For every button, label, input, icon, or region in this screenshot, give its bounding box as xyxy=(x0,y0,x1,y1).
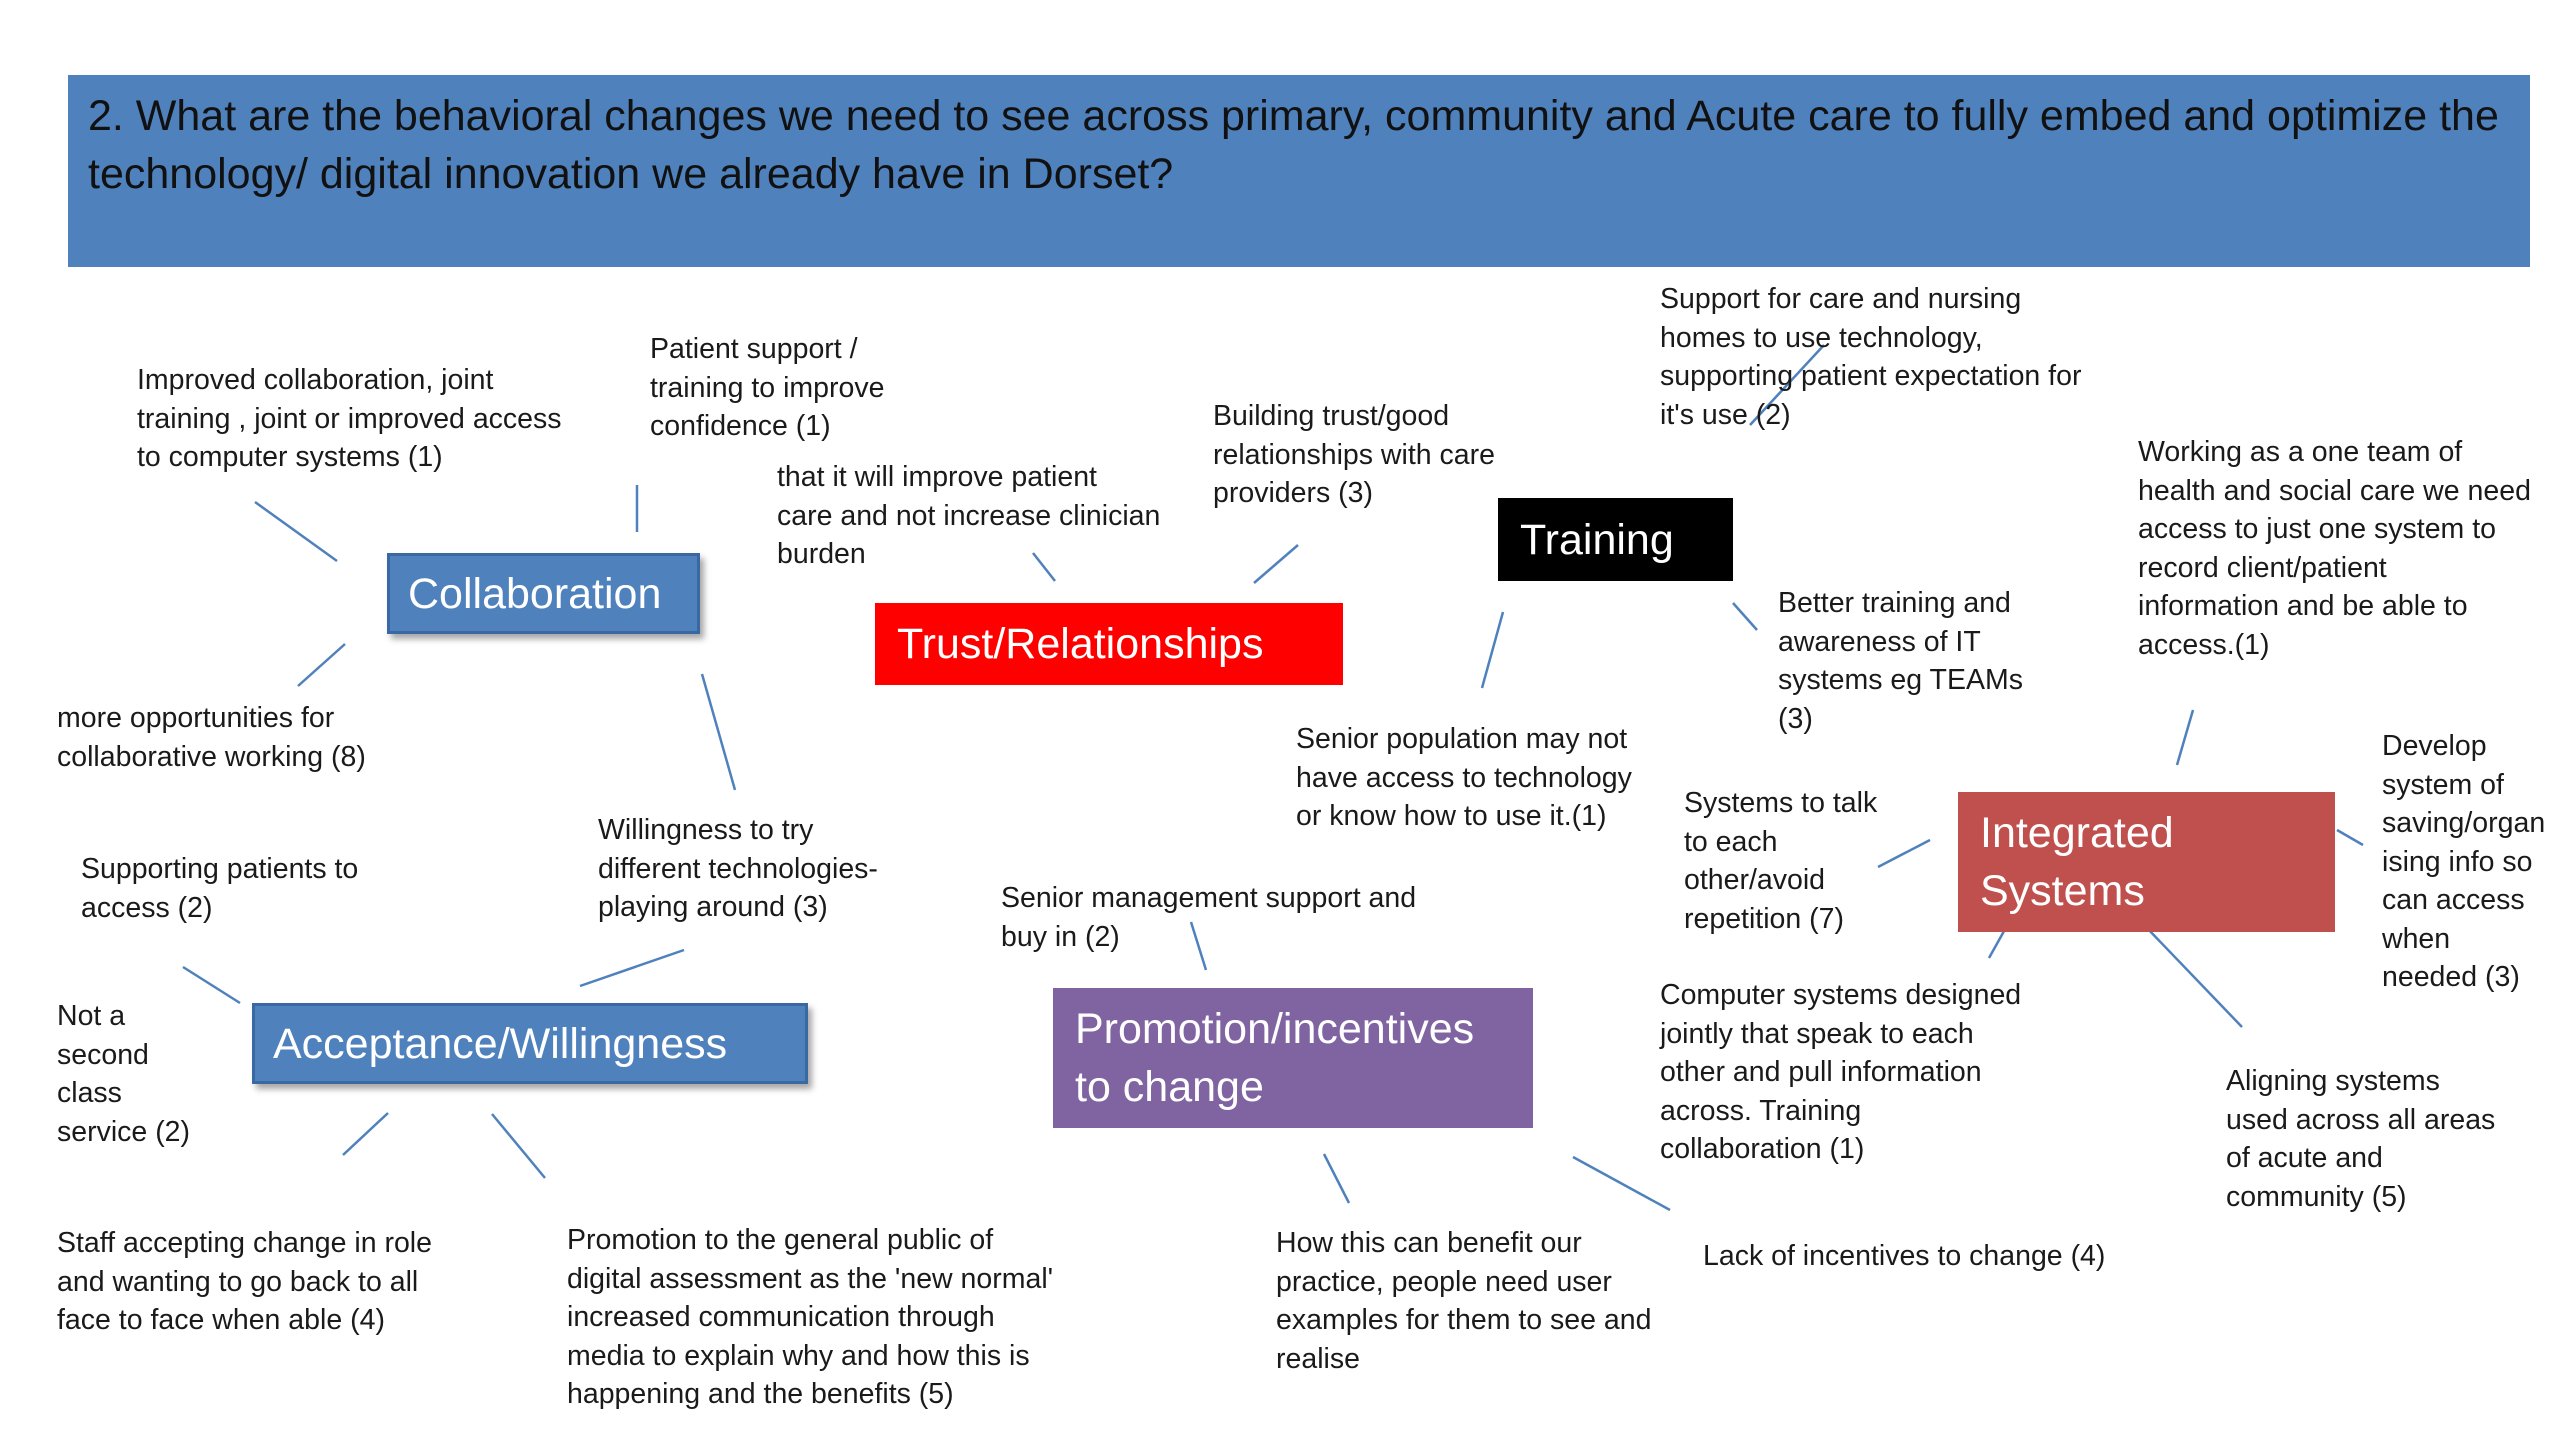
connector-line xyxy=(1482,612,1503,688)
acceptance-willingness-node xyxy=(252,1003,808,1084)
connector-line xyxy=(702,674,735,790)
connector-line xyxy=(255,502,337,561)
note-supporting-patients: Supporting patients to access (2) xyxy=(81,853,359,924)
note-improved-collaboration: Improved collaboration, joint training , joint or improved access to computer systems (1) xyxy=(137,364,562,473)
training-label: Training xyxy=(1520,515,1674,564)
note-senior-management: Senior management support and buy in (2) xyxy=(1001,882,1417,953)
connector-line xyxy=(2337,830,2363,845)
connector-line xyxy=(1573,1157,1670,1210)
note-building-trust: Building trust/good relationships with care providers (3) xyxy=(1213,400,1495,509)
trust-relationships-node xyxy=(875,603,1343,685)
note-willingness-try: Willingness to try different technologies- playing around (3) xyxy=(598,814,878,923)
note-support-care-homes: Support for care and nursing homes to use technology, supporting patient expectation for it's use (2) xyxy=(1660,283,2082,431)
integrated-systems-node xyxy=(1958,792,2335,932)
collaboration-node xyxy=(387,553,700,634)
connector-line xyxy=(2147,928,2242,1027)
connector-line xyxy=(298,644,345,686)
connector-line xyxy=(1324,1154,1349,1203)
collaboration-label: Collaboration xyxy=(408,569,662,618)
note-systems-talk: Systems to talk to each other/avoid repetition (7) xyxy=(1684,787,1878,935)
note-one-team: Working as a one team of health and social care we need access to just one system to record client/patient information and be able to access.(1) xyxy=(2138,436,2531,661)
acceptance-willingness-label: Acceptance/Willingness xyxy=(273,1019,728,1068)
note-patient-support: Patient support / training to improve confidence (1) xyxy=(650,333,885,442)
note-computer-systems: Computer systems designed jointly that speak to each other and pull information across. Training collaboration (1) xyxy=(1660,979,2022,1165)
note-how-benefit: How this can benefit our practice, people need user examples for them to see and realise xyxy=(1276,1227,1652,1375)
note-more-opportunities: more opportunities for collaborative working (8) xyxy=(57,702,366,773)
connector-line xyxy=(492,1114,545,1178)
promotion-incentives-node xyxy=(1053,988,1533,1128)
note-develop-system: Develop system of saving/organ ising info so can access when needed (3) xyxy=(2382,730,2546,993)
note-better-training: Better training and awareness of IT systems eg TEAMs (3) xyxy=(1778,587,2023,735)
connector-line xyxy=(343,1113,388,1155)
note-staff-accepting: Staff accepting change in role and wanting to go back to all face to face when able (4) xyxy=(57,1227,432,1336)
note-improve-patient-care: that it will improve patient care and not increase clinician burden xyxy=(777,461,1161,570)
integrated-systems-label: Integrated Systems xyxy=(1980,809,2174,915)
connector-line xyxy=(1733,603,1757,630)
note-aligning-systems: Aligning systems used across all areas of acute and community (5) xyxy=(2226,1065,2496,1213)
promotion-incentives-label: Promotion/incentives to change xyxy=(1075,1005,1475,1111)
note-lack-incentives: Lack of incentives to change (4) xyxy=(1703,1240,2106,1272)
connector-line xyxy=(580,950,684,986)
note-promotion-public: Promotion to the general public of digital assessment as the 'new normal' increased communication through media to explain why and how this is happening and the benefits (5) xyxy=(567,1224,1054,1410)
note-not-second-class: Not a second class service (2) xyxy=(57,1000,191,1148)
connector-line xyxy=(1254,545,1298,583)
connector-line xyxy=(2177,710,2193,765)
trust-relationships-label: Trust/Relationships xyxy=(897,620,1264,668)
note-senior-population: Senior population may not have access to technology or know how to use it.(1) xyxy=(1296,723,1632,832)
question-title: 2. What are the behavioral changes we need to see across primary, community and Acute care to fully embed and optimize the technology/ digital innovation we already have in Dorset? xyxy=(88,92,2499,198)
